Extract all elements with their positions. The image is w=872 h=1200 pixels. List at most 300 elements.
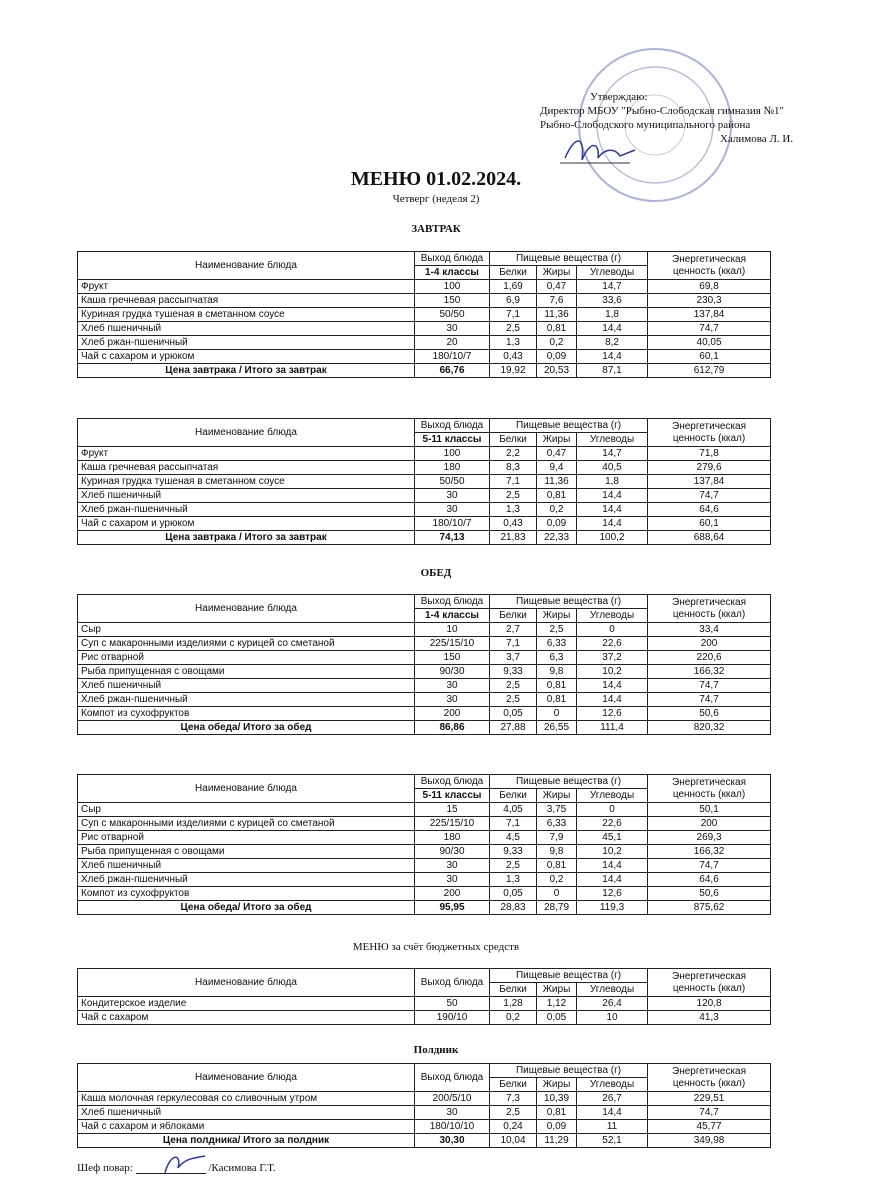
dish-name: Рыба припущенная с овощами (78, 665, 415, 679)
dish-name: Каша гречневая рассыпчатая (78, 294, 415, 308)
dish-proteins: 0,2 (490, 1011, 537, 1025)
dish-name: Хлеб ржан-пшеничный (78, 336, 415, 350)
header-carbs: Углеводы (577, 983, 648, 997)
table-row (78, 817, 771, 831)
menu-table (77, 968, 771, 1025)
dish-name: Хлеб пшеничный (78, 322, 415, 336)
total-dish-fats: 11,29 (537, 1134, 577, 1148)
dish-proteins: 1,69 (490, 280, 537, 294)
dish-energy: 45,77 (648, 1120, 771, 1134)
dish-yield: 180/10/7 (415, 350, 490, 364)
table-row (78, 679, 771, 693)
dish-fats: 0,05 (537, 1011, 577, 1025)
dish-fats: 0,81 (537, 489, 577, 503)
dish-yield: 100 (415, 280, 490, 294)
table-row (78, 831, 771, 845)
table-row (78, 1092, 771, 1106)
table-row (78, 1106, 771, 1120)
dish-carbs: 0 (577, 623, 648, 637)
dish-energy: 50,6 (648, 707, 771, 721)
header-energy (648, 1064, 771, 1092)
total-dish-yield: 86,86 (415, 721, 490, 735)
dish-fats: 0,09 (537, 517, 577, 531)
dish-energy: 69,8 (648, 280, 771, 294)
total-dish-carbs: 100,2 (577, 531, 648, 545)
table-row (78, 475, 771, 489)
approval-line-3: Рыбно-Слободского муниципального района (540, 119, 751, 131)
table-row (78, 447, 771, 461)
dish-fats: 0,2 (537, 873, 577, 887)
menu-table (77, 1063, 771, 1148)
header-name: Наименование блюда (78, 969, 415, 997)
dish-proteins: 1,3 (490, 336, 537, 350)
header-proteins: Белки (490, 266, 537, 280)
dish-energy: 137,84 (648, 475, 771, 489)
dish-proteins: 9,33 (490, 845, 537, 859)
header-nutrients: Пищевые вещества (г) (490, 1064, 648, 1078)
header-grades: 5-11 классы (415, 789, 490, 803)
header-energy (648, 969, 771, 997)
dish-yield: 180/10/10 (415, 1120, 490, 1134)
dish-energy: 279,6 (648, 461, 771, 475)
dish-yield: 200 (415, 887, 490, 901)
dish-energy: 200 (648, 817, 771, 831)
dish-yield: 15 (415, 803, 490, 817)
header-energy (648, 595, 771, 623)
dish-carbs: 45,1 (577, 831, 648, 845)
dish-carbs: 1,8 (577, 308, 648, 322)
dish-carbs: 14,4 (577, 322, 648, 336)
dish-yield: 150 (415, 294, 490, 308)
total-dish-proteins: 19,92 (490, 364, 537, 378)
dish-yield: 180/10/7 (415, 517, 490, 531)
header-name: Наименование блюда (78, 1064, 415, 1092)
page-subtitle: Четверг (неделя 2) (392, 193, 480, 205)
dish-proteins: 0,43 (490, 517, 537, 531)
total-row (78, 364, 771, 378)
dish-energy: 230,3 (648, 294, 771, 308)
table-row (78, 1011, 771, 1025)
menu-table (77, 774, 771, 915)
table-row (78, 280, 771, 294)
header-fats: Жиры (537, 1078, 577, 1092)
header-proteins: Белки (490, 433, 537, 447)
dish-carbs: 33,6 (577, 294, 648, 308)
header-name: Наименование блюда (78, 775, 415, 803)
table-row (78, 294, 771, 308)
table-row (78, 845, 771, 859)
header-fats: Жиры (537, 983, 577, 997)
table-row (78, 350, 771, 364)
header-energy-line2: ценность (ккал) (672, 1077, 746, 1089)
menu-table (77, 251, 771, 378)
dish-carbs: 22,6 (577, 637, 648, 651)
table-row (78, 503, 771, 517)
dish-energy: 41,3 (648, 1011, 771, 1025)
dish-name: Суп с макаронными изделиями с курицей со сметаной (78, 637, 415, 651)
header-row (78, 775, 771, 789)
dish-energy: 137,84 (648, 308, 771, 322)
header-yield: Выход блюда (415, 595, 490, 609)
table-row (78, 336, 771, 350)
director-signature (560, 130, 640, 170)
dish-proteins: 4,05 (490, 803, 537, 817)
header-yield: Выход блюда (415, 419, 490, 433)
dish-proteins: 2,5 (490, 489, 537, 503)
header-name: Наименование блюда (78, 252, 415, 280)
header-energy-line2: ценность (ккал) (672, 265, 746, 277)
dish-name: Хлеб ржан-пшеничный (78, 503, 415, 517)
total-dish-energy: 820,32 (648, 721, 771, 735)
dish-proteins: 7,1 (490, 308, 537, 322)
dish-fats: 0,81 (537, 693, 577, 707)
header-row (78, 595, 771, 609)
dish-proteins: 1,3 (490, 503, 537, 517)
dish-fats: 0 (537, 707, 577, 721)
total-dish-name: Цена обеда/ Итого за обед (78, 721, 415, 735)
dish-fats: 0,2 (537, 503, 577, 517)
dish-fats: 7,9 (537, 831, 577, 845)
header-fats: Жиры (537, 609, 577, 623)
dish-energy: 60,1 (648, 517, 771, 531)
dish-fats: 0,47 (537, 280, 577, 294)
dish-carbs: 8,2 (577, 336, 648, 350)
dish-name: Чай с сахаром и урюком (78, 517, 415, 531)
header-carbs: Углеводы (577, 789, 648, 803)
dish-name: Фрукт (78, 447, 415, 461)
dish-carbs: 10,2 (577, 665, 648, 679)
dish-fats: 0,09 (537, 1120, 577, 1134)
dish-name: Чай с сахаром и яблоками (78, 1120, 415, 1134)
dish-fats: 7,6 (537, 294, 577, 308)
dish-name: Куриная грудка тушеная в сметанном соусе (78, 308, 415, 322)
dish-fats: 6,3 (537, 651, 577, 665)
chef-signature (160, 1148, 210, 1178)
dish-proteins: 7,1 (490, 475, 537, 489)
dish-proteins: 2,2 (490, 447, 537, 461)
dish-energy: 269,3 (648, 831, 771, 845)
total-dish-proteins: 28,83 (490, 901, 537, 915)
dish-energy: 64,6 (648, 503, 771, 517)
dish-energy: 220,6 (648, 651, 771, 665)
dish-yield: 50/50 (415, 475, 490, 489)
dish-carbs: 14,4 (577, 350, 648, 364)
dish-name: Рыба припущенная с овощами (78, 845, 415, 859)
dish-fats: 6,33 (537, 637, 577, 651)
header-name: Наименование блюда (78, 419, 415, 447)
dish-energy: 166,32 (648, 845, 771, 859)
dish-name: Хлеб пшеничный (78, 1106, 415, 1120)
dish-name: Кондитерское изделие (78, 997, 415, 1011)
dish-yield: 30 (415, 1106, 490, 1120)
dish-carbs: 37,2 (577, 651, 648, 665)
dish-yield: 90/30 (415, 665, 490, 679)
dish-energy: 33,4 (648, 623, 771, 637)
total-dish-proteins: 10,04 (490, 1134, 537, 1148)
dish-carbs: 22,6 (577, 817, 648, 831)
table-row (78, 517, 771, 531)
header-nutrients: Пищевые вещества (г) (490, 969, 648, 983)
dish-proteins: 2,5 (490, 693, 537, 707)
table-row (78, 873, 771, 887)
dish-carbs: 14,4 (577, 859, 648, 873)
chef-name: /Касимова Г.Т. (208, 1162, 276, 1174)
dish-energy: 120,8 (648, 997, 771, 1011)
total-dish-carbs: 111,4 (577, 721, 648, 735)
dish-fats: 0,47 (537, 447, 577, 461)
header-grades: 1-4 классы (415, 266, 490, 280)
dish-proteins: 0,05 (490, 707, 537, 721)
dish-name: Суп с макаронными изделиями с курицей со сметаной (78, 817, 415, 831)
table-row (78, 637, 771, 651)
dish-yield: 10 (415, 623, 490, 637)
dish-yield: 200 (415, 707, 490, 721)
header-proteins: Белки (490, 609, 537, 623)
header-carbs: Углеводы (577, 609, 648, 623)
header-carbs: Углеводы (577, 1078, 648, 1092)
total-dish-carbs: 87,1 (577, 364, 648, 378)
header-nutrients: Пищевые вещества (г) (490, 419, 648, 433)
table-row (78, 803, 771, 817)
dish-fats: 10,39 (537, 1092, 577, 1106)
total-dish-proteins: 21,83 (490, 531, 537, 545)
section-budget: МЕНЮ за счёт бюджетных средств (352, 941, 520, 953)
header-yield: Выход блюда (415, 252, 490, 266)
total-dish-carbs: 52,1 (577, 1134, 648, 1148)
table-row (78, 665, 771, 679)
total-row (78, 531, 771, 545)
dish-energy: 40,05 (648, 336, 771, 350)
total-dish-yield: 66,76 (415, 364, 490, 378)
header-energy-line1: Энергетическая (672, 776, 747, 788)
dish-name: Сыр (78, 803, 415, 817)
header-proteins: Белки (490, 789, 537, 803)
header-energy-line1: Энергетическая (672, 1065, 747, 1077)
dish-fats: 2,5 (537, 623, 577, 637)
dish-name: Сыр (78, 623, 415, 637)
header-proteins: Белки (490, 983, 537, 997)
header-energy-line1: Энергетическая (672, 420, 747, 432)
dish-proteins: 1,28 (490, 997, 537, 1011)
dish-yield: 150 (415, 651, 490, 665)
dish-yield: 20 (415, 336, 490, 350)
dish-carbs: 26,7 (577, 1092, 648, 1106)
dish-energy: 74,7 (648, 1106, 771, 1120)
dish-proteins: 2,5 (490, 679, 537, 693)
header-carbs: Углеводы (577, 433, 648, 447)
dish-name: Куриная грудка тушеная в сметанном соусе (78, 475, 415, 489)
dish-carbs: 1,8 (577, 475, 648, 489)
dish-proteins: 9,33 (490, 665, 537, 679)
header-yield: Выход блюда (415, 969, 490, 997)
dish-proteins: 7,3 (490, 1092, 537, 1106)
table-row (78, 623, 771, 637)
dish-proteins: 0,05 (490, 887, 537, 901)
dish-carbs: 14,4 (577, 489, 648, 503)
dish-name: Рис отварной (78, 651, 415, 665)
approval-line-4: Халимова Л. И. (720, 133, 794, 145)
table-row (78, 1120, 771, 1134)
dish-yield: 50/50 (415, 308, 490, 322)
dish-carbs: 12,6 (577, 707, 648, 721)
total-dish-fats: 26,55 (537, 721, 577, 735)
table-row (78, 693, 771, 707)
header-energy (648, 419, 771, 447)
dish-fats: 9,8 (537, 665, 577, 679)
dish-energy: 74,7 (648, 859, 771, 873)
dish-yield: 100 (415, 447, 490, 461)
dish-name: Хлеб пшеничный (78, 679, 415, 693)
total-row (78, 1134, 771, 1148)
dish-proteins: 2,7 (490, 623, 537, 637)
dish-yield: 225/15/10 (415, 817, 490, 831)
dish-fats: 11,36 (537, 308, 577, 322)
dish-name: Хлеб ржан-пшеничный (78, 693, 415, 707)
table-row (78, 308, 771, 322)
total-dish-carbs: 119,3 (577, 901, 648, 915)
total-row (78, 721, 771, 735)
menu-table (77, 594, 771, 735)
section-snack: Полдник (413, 1044, 459, 1056)
table-row (78, 997, 771, 1011)
dish-yield: 30 (415, 873, 490, 887)
dish-fats: 0,2 (537, 336, 577, 350)
table-row (78, 461, 771, 475)
table-row (78, 489, 771, 503)
dish-fats: 6,33 (537, 817, 577, 831)
dish-proteins: 0,43 (490, 350, 537, 364)
dish-yield: 30 (415, 489, 490, 503)
page-title: МЕНЮ 01.02.2024. (350, 168, 522, 190)
dish-proteins: 1,3 (490, 873, 537, 887)
dish-carbs: 26,4 (577, 997, 648, 1011)
total-dish-name: Цена завтрака / Итого за завтрак (78, 531, 415, 545)
dish-energy: 74,7 (648, 322, 771, 336)
header-row (78, 969, 771, 983)
table-row (78, 887, 771, 901)
dish-fats: 1,12 (537, 997, 577, 1011)
total-dish-energy: 349,98 (648, 1134, 771, 1148)
dish-energy: 166,32 (648, 665, 771, 679)
dish-yield: 180 (415, 461, 490, 475)
dish-name: Компот из сухофруктов (78, 887, 415, 901)
dish-yield: 180 (415, 831, 490, 845)
dish-proteins: 7,1 (490, 817, 537, 831)
header-nutrients: Пищевые вещества (г) (490, 775, 648, 789)
dish-carbs: 14,7 (577, 280, 648, 294)
header-energy (648, 775, 771, 803)
dish-yield: 90/30 (415, 845, 490, 859)
header-name: Наименование блюда (78, 595, 415, 623)
dish-fats: 0,81 (537, 859, 577, 873)
dish-fats: 0,81 (537, 679, 577, 693)
total-dish-name: Цена обеда/ Итого за обед (78, 901, 415, 915)
dish-proteins: 8,3 (490, 461, 537, 475)
dish-proteins: 7,1 (490, 637, 537, 651)
dish-energy: 200 (648, 637, 771, 651)
dish-fats: 9,4 (537, 461, 577, 475)
dish-proteins: 3,7 (490, 651, 537, 665)
header-yield: Выход блюда (415, 775, 490, 789)
dish-yield: 30 (415, 503, 490, 517)
dish-name: Каша молочная геркулесовая со сливочным утром (78, 1092, 415, 1106)
menu-table (77, 418, 771, 545)
header-energy (648, 252, 771, 280)
total-dish-name: Цена полдника/ Итого за полдник (78, 1134, 415, 1148)
dish-carbs: 11 (577, 1120, 648, 1134)
header-nutrients: Пищевые вещества (г) (490, 252, 648, 266)
dish-energy: 50,1 (648, 803, 771, 817)
header-grades: 5-11 классы (415, 433, 490, 447)
header-row (78, 1064, 771, 1078)
table-row (78, 859, 771, 873)
total-dish-energy: 875,62 (648, 901, 771, 915)
dish-fats: 0,81 (537, 322, 577, 336)
dish-proteins: 2,5 (490, 322, 537, 336)
total-dish-yield: 74,13 (415, 531, 490, 545)
dish-name: Хлеб пшеничный (78, 859, 415, 873)
total-dish-yield: 95,95 (415, 901, 490, 915)
total-dish-energy: 612,79 (648, 364, 771, 378)
total-dish-fats: 22,33 (537, 531, 577, 545)
dish-carbs: 12,6 (577, 887, 648, 901)
dish-yield: 30 (415, 679, 490, 693)
header-row (78, 419, 771, 433)
dish-carbs: 0 (577, 803, 648, 817)
dish-yield: 30 (415, 693, 490, 707)
table-row (78, 322, 771, 336)
total-dish-energy: 688,64 (648, 531, 771, 545)
dish-yield: 30 (415, 859, 490, 873)
dish-yield: 190/10 (415, 1011, 490, 1025)
dish-proteins: 0,24 (490, 1120, 537, 1134)
dish-energy: 74,7 (648, 693, 771, 707)
dish-yield: 200/5/10 (415, 1092, 490, 1106)
dish-carbs: 40,5 (577, 461, 648, 475)
header-fats: Жиры (537, 789, 577, 803)
table-row (78, 707, 771, 721)
dish-name: Компот из сухофруктов (78, 707, 415, 721)
header-energy-line2: ценность (ккал) (672, 432, 746, 444)
total-row (78, 901, 771, 915)
dish-carbs: 14,4 (577, 1106, 648, 1120)
dish-name: Чай с сахаром и урюком (78, 350, 415, 364)
dish-yield: 225/15/10 (415, 637, 490, 651)
dish-energy: 71,8 (648, 447, 771, 461)
header-carbs: Углеводы (577, 266, 648, 280)
dish-carbs: 14,4 (577, 693, 648, 707)
dish-carbs: 14,4 (577, 503, 648, 517)
header-nutrients: Пищевые вещества (г) (490, 595, 648, 609)
dish-proteins: 4,5 (490, 831, 537, 845)
header-fats: Жиры (537, 266, 577, 280)
header-energy-line1: Энергетическая (672, 596, 747, 608)
dish-yield: 30 (415, 322, 490, 336)
dish-name: Фрукт (78, 280, 415, 294)
dish-energy: 74,7 (648, 679, 771, 693)
dish-name: Каша гречневая рассыпчатая (78, 461, 415, 475)
dish-energy: 50,6 (648, 887, 771, 901)
dish-carbs: 14,4 (577, 679, 648, 693)
dish-name: Хлеб пшеничный (78, 489, 415, 503)
dish-proteins: 6,9 (490, 294, 537, 308)
dish-fats: 0,09 (537, 350, 577, 364)
dish-carbs: 14,4 (577, 517, 648, 531)
header-proteins: Белки (490, 1078, 537, 1092)
dish-proteins: 2,5 (490, 859, 537, 873)
header-energy-line2: ценность (ккал) (672, 788, 746, 800)
dish-fats: 0,81 (537, 1106, 577, 1120)
